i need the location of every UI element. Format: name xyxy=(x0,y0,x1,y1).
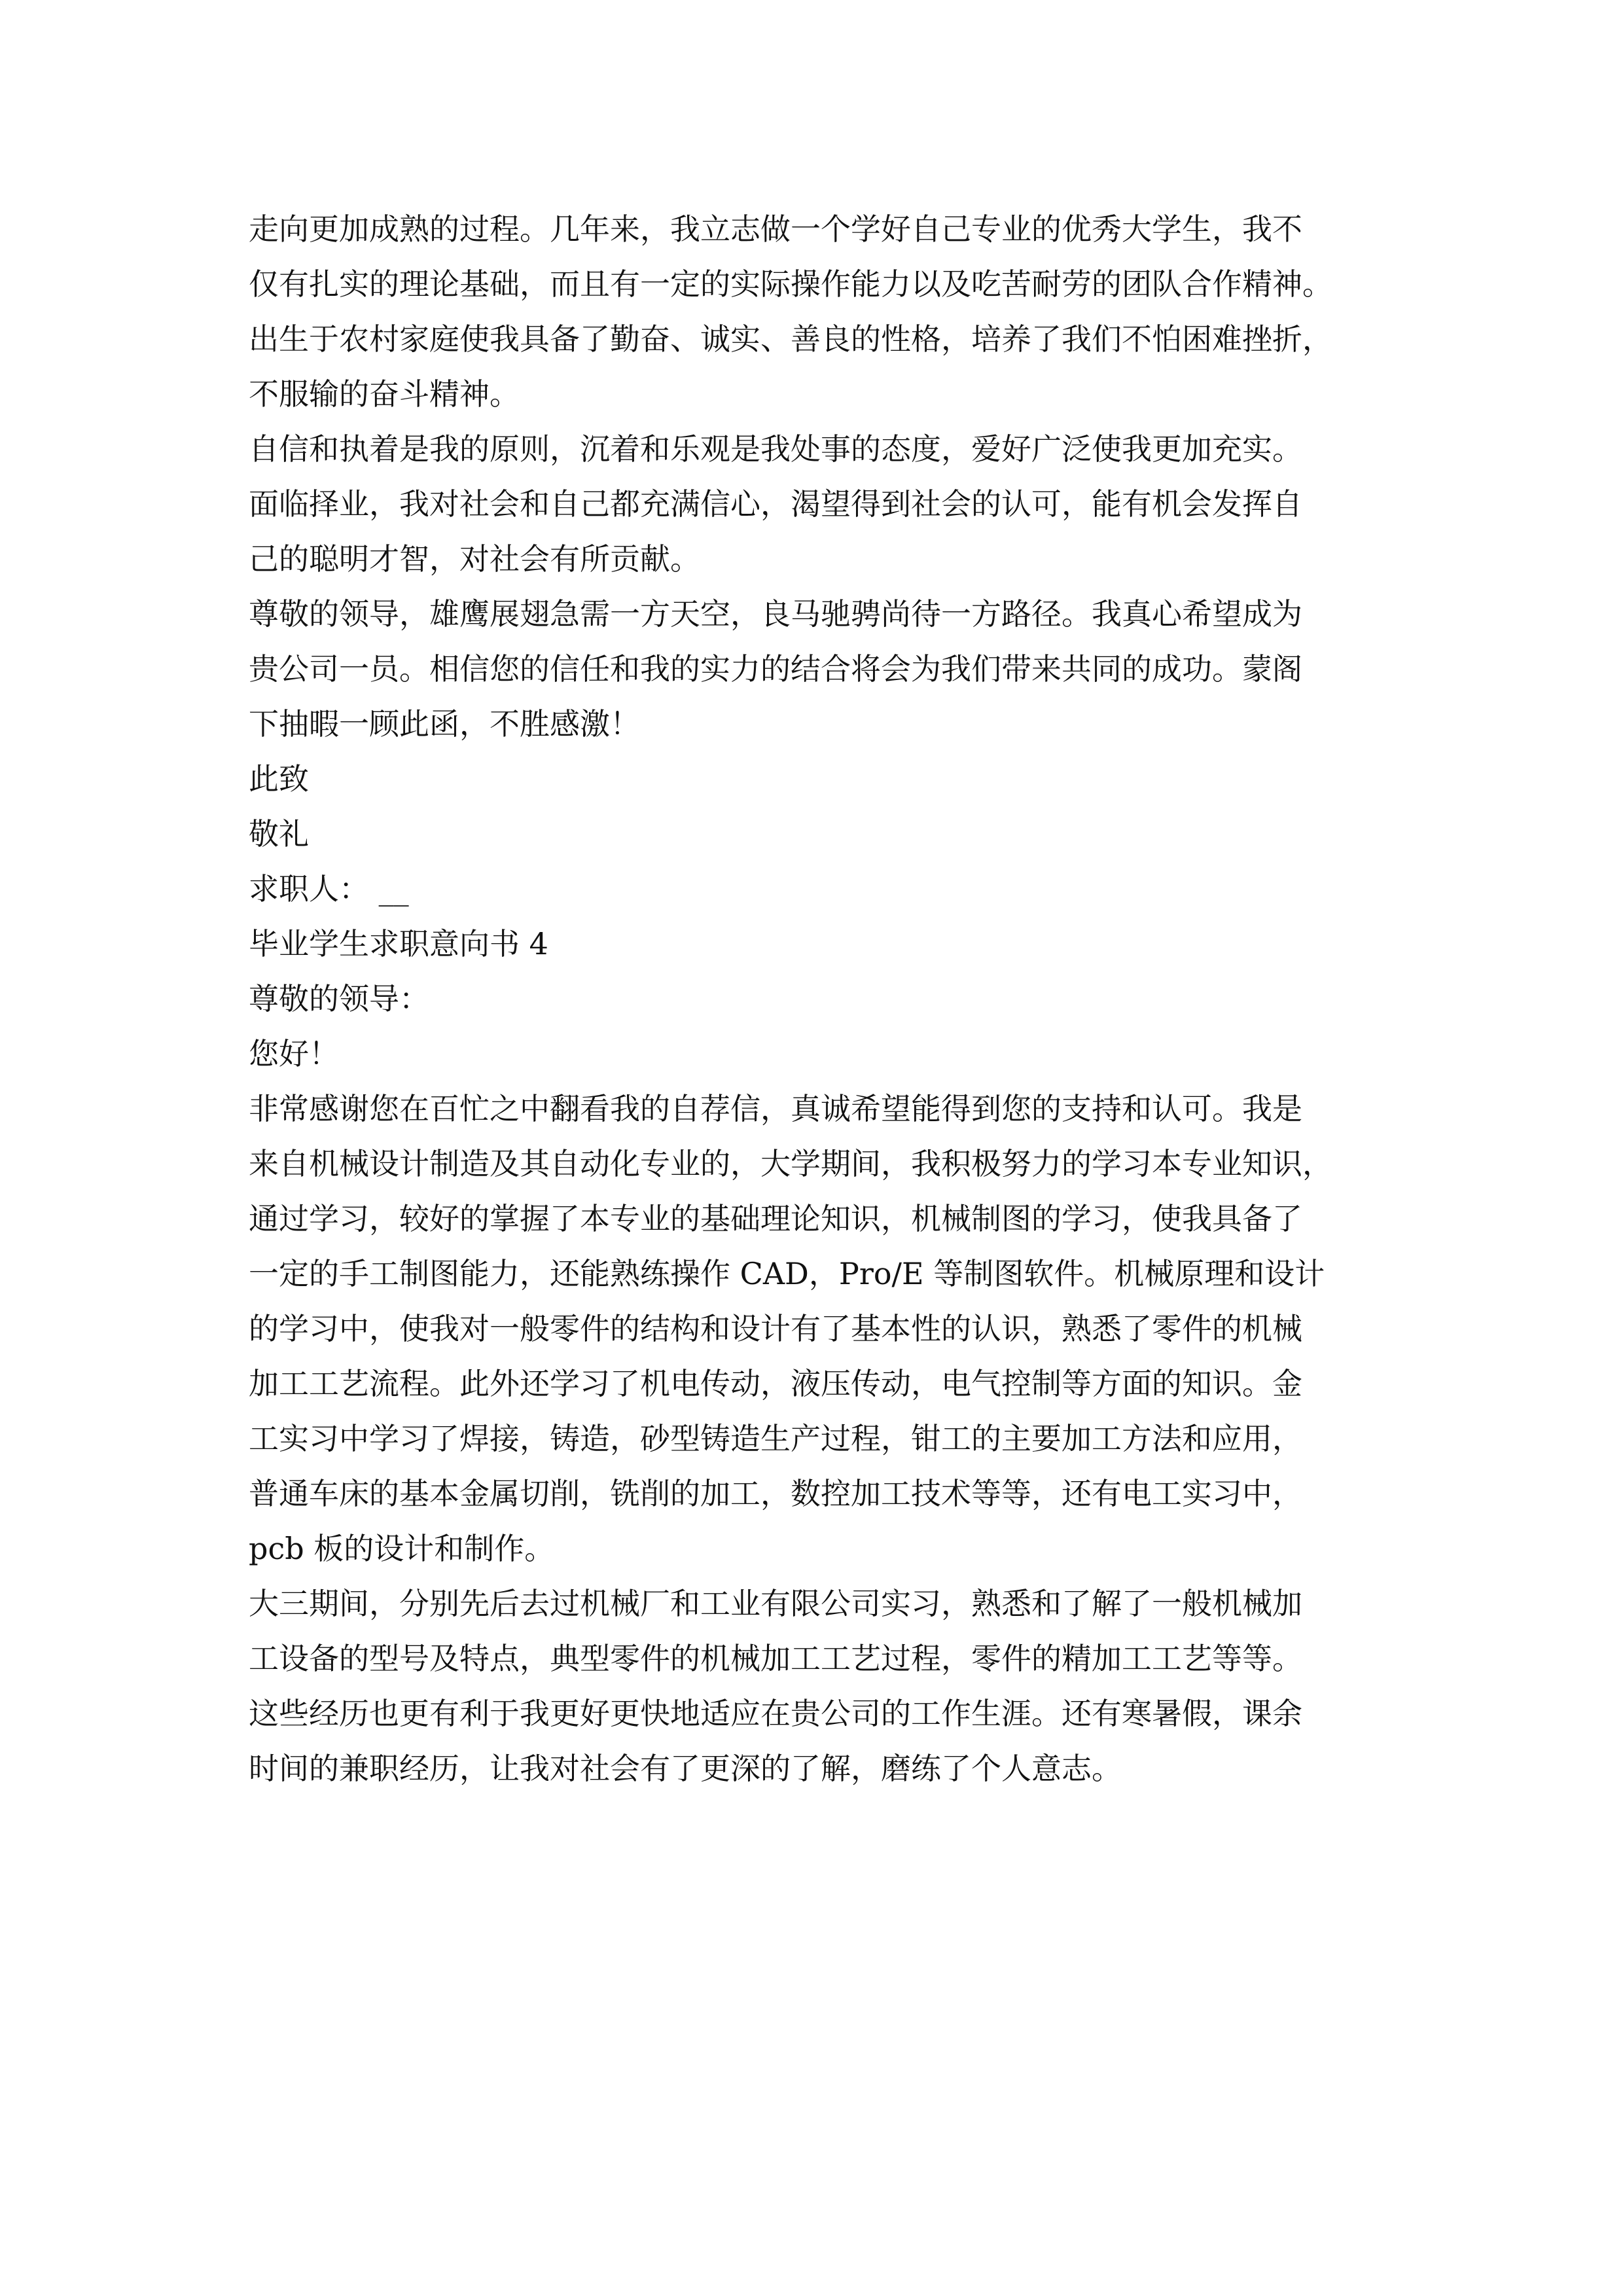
signature-line: 求职人： __ xyxy=(249,871,409,906)
text-line: 贵公司一员。相信您的信任和我的实力的结合将会为我们带来共同的成功。蒙阁 xyxy=(249,651,1302,687)
text-line: 面临择业，我对社会和自己都充满信心，渴望得到社会的认可，能有机会发挥自 xyxy=(249,486,1302,522)
text-line: 大三期间，分别先后去过机械厂和工业有限公司实习，熟悉和了解了一般机械加 xyxy=(249,1586,1302,1621)
text-line: 仅有扎实的理论基础，而且有一定的实际操作能力以及吃苦耐劳的团队合作精神。 xyxy=(249,266,1332,302)
text-line: 普通车床的基本金属切削，铣削的加工，数控加工技术等等，还有电工实习中， xyxy=(249,1476,1302,1511)
text-line: 工实习中学习了焊接，铸造，砂型铸造生产过程，钳工的主要加工方法和应用， xyxy=(249,1421,1302,1456)
text-line: 一定的手工制图能力，还能熟练操作 CAD，Pro/E 等制图软件。机械原理和设计 xyxy=(249,1256,1325,1291)
text-line: 的学习中，使我对一般零件的结构和设计有了基本性的认识，熟悉了零件的机械 xyxy=(249,1311,1302,1346)
text-line: 加工工艺流程。此外还学习了机电传动，液压传动，电气控制等方面的知识。金 xyxy=(249,1366,1302,1401)
text-line: 工设备的型号及特点，典型零件的机械加工工艺过程，零件的精加工工艺等等。 xyxy=(249,1641,1302,1676)
text-line: 不服输的奋斗精神。 xyxy=(249,376,520,412)
text-line: 时间的兼职经历，让我对社会有了更深的了解，磨练了个人意志。 xyxy=(249,1751,1122,1786)
text-line: pcb 板的设计和制作。 xyxy=(249,1531,555,1566)
text-line: 走向更加成熟的过程。几年来，我立志做一个学好自己专业的优秀大学生，我不 xyxy=(249,211,1302,247)
text-line: 己的聪明才智，对社会有所贡献。 xyxy=(249,541,700,577)
text-line: 来自机械设计制造及其自动化专业的，大学期间，我积极努力的学习本专业知识， xyxy=(249,1146,1332,1181)
text-line: 自信和执着是我的原则，沉着和乐观是我处事的态度，爱好广泛使我更加充实。 xyxy=(249,431,1302,467)
text-line: 出生于农村家庭使我具备了勤奋、诚实、善良的性格，培养了我们不怕困难挫折， xyxy=(249,321,1332,357)
closing-line: 敬礼 xyxy=(249,816,309,852)
section-title: 毕业学生求职意向书 4 xyxy=(249,926,548,961)
text-line: 尊敬的领导，雄鹰展翅急需一方天空，良马驰骋尚待一方路径。我真心希望成为 xyxy=(249,596,1302,632)
greeting: 您好！ xyxy=(249,1036,339,1071)
text-line: 非常感谢您在百忙之中翻看我的自荐信，真诚希望能得到您的支持和认可。我是 xyxy=(249,1091,1302,1126)
text-line: 下抽暇一顾此函，不胜感激！ xyxy=(249,706,640,742)
salutation: 尊敬的领导： xyxy=(249,981,429,1016)
text-line: 这些经历也更有利于我更好更快地适应在贵公司的工作生涯。还有寒暑假，课余 xyxy=(249,1696,1302,1731)
text-line: 通过学习，较好的掌握了本专业的基础理论知识，机械制图的学习，使我具备了 xyxy=(249,1201,1302,1236)
closing-line: 此致 xyxy=(249,761,309,797)
